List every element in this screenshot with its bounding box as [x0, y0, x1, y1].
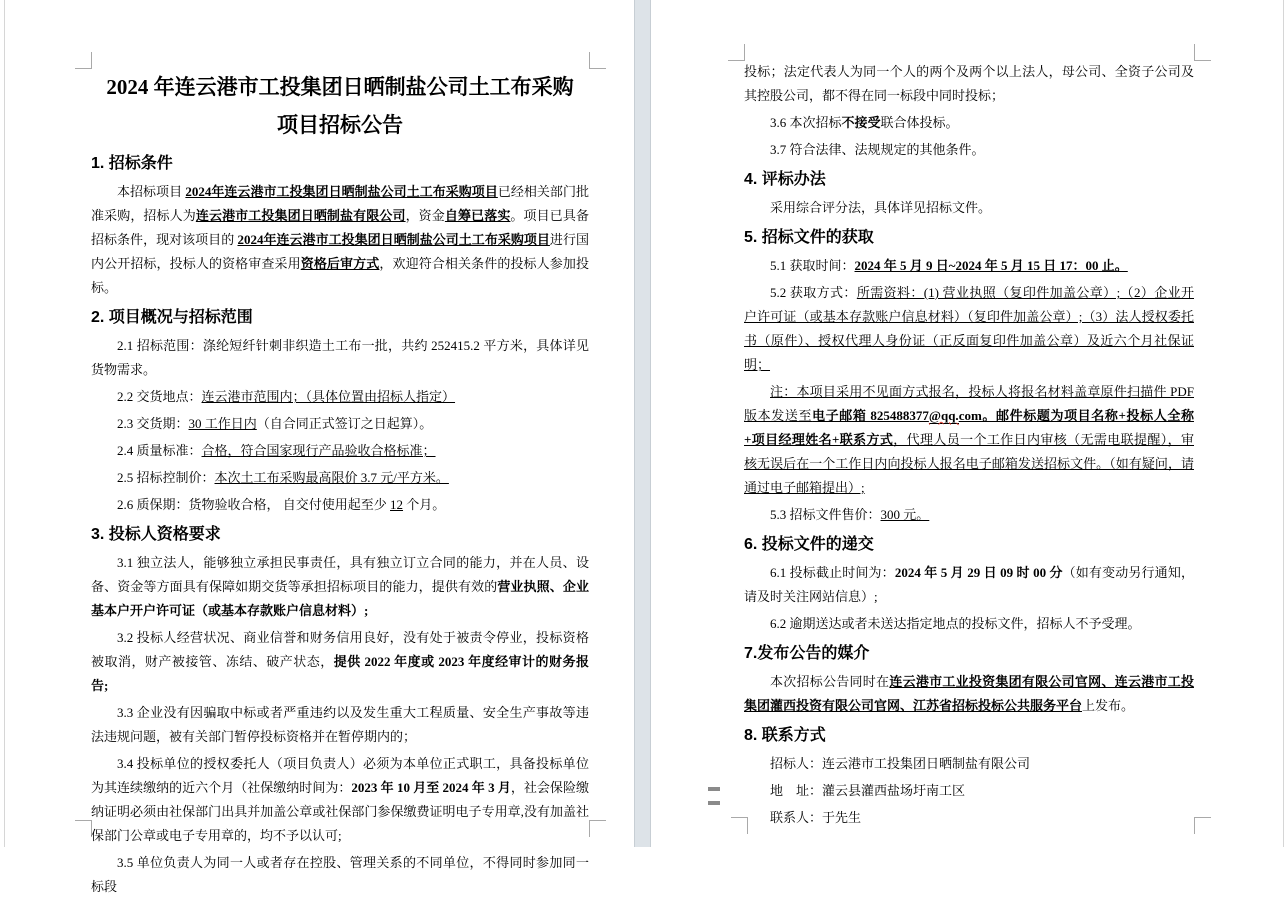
para-2-3[interactable] [91, 412, 589, 436]
text-run: 3.2 投标人经营状况、商业信誉和财务信用良好，没有处于被责令停业，投标资格被取消，财产被接管、冻结、破产状态， [91, 630, 589, 669]
text-run: ，欢迎符合相关条件的投标人参加投标。 [91, 256, 589, 295]
para-2-6[interactable] [91, 493, 589, 517]
text-run: com。邮件标题为项目名称+投标人全称+项目经理姓名+联系方式 [744, 408, 1194, 447]
text-run: 3.5 单位负责人为同一人或者存在控股、管理关系的不同单位，不得同时参加同一标段 [91, 855, 589, 894]
text-run: （如有变动另行通知，请及时关注网站信息）; [744, 565, 1194, 604]
text-boundary-mark-icon [75, 820, 92, 837]
para-7-1[interactable] [744, 670, 1194, 718]
title-line: 2024 年连云港市工投集团日晒制盐公司土工布采购 [106, 75, 574, 99]
text-run: 6.2 逾期送达或者未送达指定地点的投标文件，招标人不予受理。 [770, 616, 1141, 631]
text-run: 进行国内公开招标，投标人的资格审查采用 [91, 232, 589, 271]
para-3-2[interactable] [91, 626, 589, 698]
para-3-7[interactable] [744, 138, 1194, 162]
text-run: （自合同正式签订之日起算）。 [256, 416, 433, 431]
para-2-5[interactable] [91, 466, 589, 490]
text-boundary-mark-icon [589, 52, 606, 69]
text-run: 合格，符合国家现行产品验收合格标准； [201, 443, 436, 458]
text-run: 连云港市范围内；（具体位置由招标人指定） [201, 389, 456, 404]
text-run: 2023 年 10 月至 2024 年 3 月 [351, 780, 511, 795]
text-run: 2.1 招标范围：涤纶短纤针刺非织造土工布一批，共约 252415.2 平方米，具体详见货物需求。 [91, 338, 589, 377]
text-run: 12 [390, 497, 404, 512]
text-run: 3. 投标人资格要求 [91, 526, 221, 543]
contact-bidder[interactable] [744, 752, 1194, 776]
heading-5[interactable] [744, 225, 1194, 251]
text-run: 已经相关部门批准采购，招标人为 [91, 184, 589, 223]
document-page-2 [652, 0, 1283, 847]
text-boundary-mark-icon [1194, 817, 1211, 834]
text-run: 个月。 [403, 497, 446, 512]
drag-handle-icon[interactable] [708, 787, 720, 805]
text-run: 地 址：灌云县灌西盐场圩南工区 [770, 783, 966, 798]
text-run: 30 工作日内 [188, 416, 257, 431]
text-run: 营业执照、企业基本户开户许可证（或基本存款账户信息材料）; [91, 579, 589, 618]
text-run: 5.1 获取时间： [770, 258, 855, 273]
text-run: 2. 项目概况与招标范围 [91, 309, 253, 326]
text-run: 5. 招标文件的获取 [744, 229, 874, 246]
text-run: 本招标项目 [117, 184, 186, 199]
text-run: 注：本项目采用不见面方式报名，投标人将报名材料盖章原件扫描件 PDF 版本发送至 [744, 384, 1194, 423]
para-5-2[interactable] [744, 281, 1194, 377]
heading-3[interactable] [91, 522, 589, 548]
para-4-1[interactable] [744, 196, 1194, 220]
para-2-1[interactable] [91, 334, 589, 382]
text-run: 资格后审方式 [300, 256, 380, 271]
para-3-1[interactable] [91, 551, 589, 623]
para-3-3[interactable] [91, 701, 589, 749]
page-2-text-area[interactable] [744, 60, 1194, 833]
text-boundary-mark-icon [1194, 44, 1211, 61]
text-run: ，代理人员一个工作日内审核（无需电联提醒），审核无误后在一个工作日内向投标人报名电子邮箱发送招标文件。（如有疑问，请通过电子邮箱提出）; [744, 432, 1194, 495]
text-run: 2.3 交货期： [117, 416, 189, 431]
title-line: 项目招标公告 [277, 113, 403, 137]
text-run: 2.5 招标控制价： [117, 470, 215, 485]
text-run: 所需资料：(1) 营业执照（复印件加盖公章）;（2）企业开户许可证（或基本存款账户信息材料）（复印件加盖公章）;（3）法人授权委托书（原件）、授权代理人身份证（正反面复印件加盖公章）及近六个月社保证明； [744, 285, 1194, 372]
text-run: 本次土工布采购最高限价 3.7 元/平方米。 [214, 470, 449, 485]
para-3-5-continued[interactable] [744, 60, 1194, 108]
text-run: 投标；法定代表人为同一个人的两个及两个以上法人，母公司、全资子公司及其控股公司，都不得在同一标段中同时投标； [744, 64, 1194, 103]
text-run: 联系人：于先生 [770, 810, 862, 825]
para-6-2[interactable] [744, 612, 1194, 636]
text-run: 5.3 招标文件售价： [770, 507, 881, 522]
text-run: 采用综合评分法，具体详见招标文件。 [770, 200, 992, 215]
text-run: 2024 年 5 月 29 日 09 时 00 分 [894, 565, 1063, 580]
text-run: 8. 联系方式 [744, 727, 826, 744]
text-boundary-mark-icon [589, 820, 606, 837]
text-run: 4. 评标办法 [744, 171, 826, 188]
para-2-2[interactable] [91, 385, 589, 409]
text-run: 1. 招标条件 [91, 155, 173, 172]
text-run: 3.4 投标单位的授权委托人（项目负责人）必须为本单位正式职工，具备投标单位为其连续缴纳的近六个月（社保缴纳时间为： [91, 756, 589, 795]
text-boundary-mark-icon [728, 44, 745, 61]
text-run: 300 元。 [880, 507, 930, 522]
text-run: 2.6 质保期：货物验收合格， 自交付使用起至少 [117, 497, 391, 512]
document-title[interactable] [91, 68, 589, 144]
para-2-4[interactable] [91, 439, 589, 463]
text-run: ，资金 [405, 208, 445, 223]
para-1-intro[interactable] [91, 180, 589, 300]
page-gap-strip [634, 0, 651, 847]
para-3-5[interactable] [91, 851, 589, 899]
text-run: 提供 2022 年度或 2023 年度经审计的财务报告; [91, 654, 589, 693]
heading-7[interactable] [744, 641, 1194, 667]
para-5-2-note[interactable] [744, 380, 1194, 500]
heading-6[interactable] [744, 532, 1194, 558]
para-5-1[interactable] [744, 254, 1194, 278]
text-run: ，社会保险缴纳证明必须由社保部门出具并加盖公章或社保部门参保缴费证明电子专用章,没有加盖社保部门公章或电子专用章的，均不予以认可; [91, 780, 589, 843]
text-run: 连云港市工业投资集团有限公司官网、连云港市工投集团灌西投资有限公司官网、江苏省招标投标公共服务平台 [744, 674, 1194, 713]
text-run: 联合体投标。 [880, 115, 959, 130]
view-right-edge-line [1283, 0, 1284, 847]
heading-1[interactable] [91, 151, 589, 177]
contact-person[interactable] [744, 806, 1194, 830]
text-run: 6. 投标文件的递交 [744, 536, 874, 553]
text-run: 5.2 获取方式： [770, 285, 857, 300]
para-3-4[interactable] [91, 752, 589, 848]
text-boundary-mark-icon [75, 52, 92, 69]
text-run: 自筹已落实 [444, 208, 511, 223]
text-run: 连云港市工投集团日晒制盐有限公司 [195, 208, 406, 223]
heading-8[interactable] [744, 723, 1194, 749]
para-5-3[interactable] [744, 503, 1194, 527]
document-page-1 [5, 0, 634, 894]
text-run: 上发布。 [1082, 698, 1135, 713]
text-run: 3.7 符合法律、法规规定的其他条件。 [770, 142, 985, 157]
text-run: 。项目已具备招标条件，现对该项目的 [91, 208, 589, 247]
text-run: 本次招标公告同时在 [770, 674, 890, 689]
text-run: 2024 年 5 月 9 日~2024 年 5 月 15 日 17：00 止。 [854, 258, 1128, 273]
text-run: 2.2 交货地点： [117, 389, 202, 404]
heading-4[interactable] [744, 167, 1194, 193]
text-run: 6.1 投标截止时间为： [770, 565, 895, 580]
text-run: 3.6 本次招标 [770, 115, 842, 130]
text-run: 电子邮箱 825488377 [812, 408, 929, 423]
para-6-1[interactable] [744, 561, 1194, 609]
text-run: 3.3 企业没有因骗取中标或者严重违约以及发生重大工程质量、安全生产事故等违法违规问题，被有关部门暂停投标资格并在暂停期内的； [91, 705, 589, 744]
text-run: 不接受 [841, 115, 881, 130]
text-run: 3.1 独立法人，能够独立承担民事责任，具有独立订立合同的能力，并在人员、设备、资金等方面具有保障如期交货等承担招标项目的能力，提供有效的 [91, 555, 589, 594]
para-3-6[interactable] [744, 111, 1194, 135]
text-run: 2.4 质量标准： [117, 443, 202, 458]
heading-2[interactable] [91, 305, 589, 331]
text-run: 招标人：连云港市工投集团日晒制盐有限公司 [770, 756, 1031, 771]
contact-address[interactable] [744, 779, 1194, 803]
text-run: 2024年连云港市工投集团日晒制盐公司土工布采购项目 [237, 232, 550, 247]
text-run: 2024年连云港市工投集团日晒制盐公司土工布采购项目 [185, 184, 498, 199]
page-1-text-area[interactable] [91, 68, 589, 902]
text-run: 7.发布公告的媒介 [744, 645, 870, 662]
text-run: @qq. [928, 408, 959, 423]
